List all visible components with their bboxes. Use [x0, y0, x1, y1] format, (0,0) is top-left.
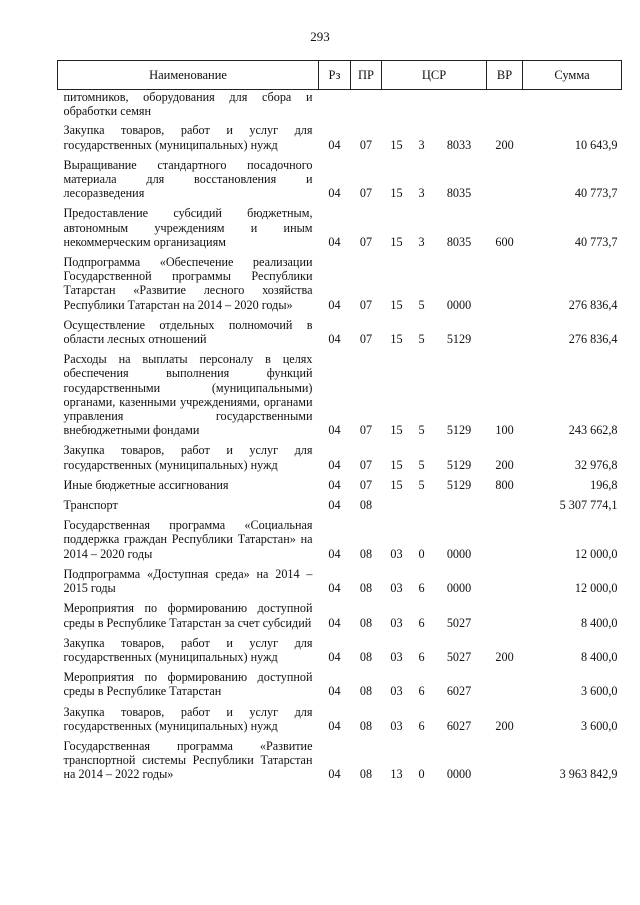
- row-vr: 200: [495, 649, 514, 664]
- row-csr-code: 5027: [446, 649, 472, 664]
- row-vr: [487, 739, 523, 788]
- row-csr-subprogram: 3: [418, 234, 425, 249]
- row-rz: [319, 90, 351, 124]
- row-csr-program: 03: [390, 718, 403, 733]
- row-rz: 04: [328, 137, 341, 152]
- row-csr-code: 5129: [446, 332, 472, 347]
- row-name: Государственная программа «Социальная поддержка граждан Республики Татарстан» на 2014 – 2020 годы: [63, 518, 313, 561]
- row-rz: 04: [328, 332, 341, 347]
- row-vr: 200: [495, 137, 514, 152]
- row-name: Мероприятия по формированию доступной среды в Республике Татарстан за счет субсидий: [63, 601, 313, 630]
- row-csr-subprogram: 3: [418, 186, 425, 201]
- row-rz: 04: [328, 457, 341, 472]
- row-csr-subprogram: 0: [418, 546, 425, 561]
- row-sum: [523, 90, 622, 124]
- row-csr-subprogram: 6: [418, 649, 425, 664]
- row-pr: 08: [359, 767, 373, 782]
- row-sum: 276 836,4: [568, 297, 618, 312]
- row-pr: 08: [359, 649, 373, 664]
- row-sum: 3 600,0: [580, 718, 618, 733]
- row-csr-program: [382, 90, 412, 124]
- row-vr: [487, 498, 523, 518]
- row-csr-subprogram: [412, 90, 432, 124]
- row-name: Выращивание стандартного посадочного материала для восстановления и лесоразведения: [63, 157, 313, 201]
- row-csr-code: 5129: [446, 457, 472, 472]
- row-vr: [487, 90, 523, 124]
- table-row: [58, 255, 622, 318]
- row-pr: 07: [359, 186, 373, 201]
- row-csr-subprogram: 5: [418, 457, 425, 472]
- row-sum: 12 000,0: [574, 546, 618, 561]
- row-csr-code: 6027: [446, 684, 472, 699]
- row-vr: 600: [495, 234, 514, 249]
- row-name: Иные бюджетные ассигнования: [63, 477, 229, 492]
- row-vr: 200: [495, 718, 514, 733]
- table-row: [58, 206, 622, 255]
- row-pr: 08: [359, 581, 373, 596]
- row-rz: 04: [328, 297, 341, 312]
- row-name: Осуществление отдельных полномочий в области лесных отношений: [63, 317, 313, 347]
- row-rz: 04: [328, 718, 341, 733]
- row-sum: 3 963 842,9: [559, 767, 618, 782]
- row-rz: 04: [328, 234, 341, 249]
- row-csr-code: [432, 90, 487, 124]
- row-vr: 800: [495, 477, 514, 492]
- row-name: Транспорт: [63, 498, 118, 513]
- row-name: Мероприятия по формированию доступной среды в Республике Татарстан: [63, 670, 313, 699]
- table-row: [58, 636, 622, 670]
- row-sum: 10 643,9: [574, 137, 618, 152]
- row-pr: 08: [359, 615, 373, 630]
- row-rz: 04: [328, 477, 341, 492]
- row-name: Закупка товаров, работ и услуг для государственных (муниципальных) нужд: [63, 443, 313, 472]
- row-pr: 08: [359, 718, 373, 733]
- table-row: [58, 90, 622, 124]
- table-row: [58, 318, 622, 352]
- row-name: питомников, оборудования для сбора и обработки семян: [63, 90, 313, 119]
- row-name: Расходы на выплаты персоналу в целях обеспечения выполнения функций государственными (муниципальными) органами, казенными учреждениями, органами управления государственными внебюджетными фондами: [63, 352, 313, 438]
- row-vr: [487, 255, 523, 318]
- row-rz: 04: [328, 615, 341, 630]
- row-csr-code: 8033: [446, 137, 472, 152]
- table-row: [58, 670, 622, 704]
- table-row: [58, 705, 622, 739]
- row-csr-subprogram: 6: [418, 581, 425, 596]
- row-pr: 07: [359, 137, 373, 152]
- row-name: Государственная программа «Развитие транспортной системы Республики Татарстан на 2014 – 2022 годы»: [63, 738, 313, 782]
- table-header: [58, 61, 622, 90]
- row-pr: 08: [359, 684, 373, 699]
- header-name: Наименование: [58, 61, 319, 90]
- page-number: 293: [310, 29, 330, 44]
- row-csr-program: 15: [390, 234, 403, 249]
- row-csr-subprogram: 6: [418, 718, 425, 733]
- row-csr-code: 5129: [446, 477, 472, 492]
- row-csr-program: 15: [390, 423, 403, 438]
- row-csr-code: [432, 498, 487, 518]
- table-row: [58, 739, 622, 788]
- row-csr-code: 8035: [446, 186, 472, 201]
- row-vr: [487, 158, 523, 207]
- row-csr-code: 0000: [446, 581, 472, 596]
- header-vr: ВР: [487, 61, 523, 90]
- row-csr-program: 15: [390, 332, 403, 347]
- table-row: [58, 567, 622, 601]
- row-vr: [487, 318, 523, 352]
- row-csr-program: 03: [390, 581, 403, 596]
- row-name: Закупка товаров, работ и услуг для государственных (муниципальных) нужд: [63, 123, 313, 152]
- row-pr: 07: [359, 332, 373, 347]
- row-rz: 04: [328, 767, 341, 782]
- row-csr-subprogram: 0: [418, 767, 425, 782]
- row-pr: 07: [359, 297, 373, 312]
- row-sum: 3 600,0: [580, 684, 618, 699]
- row-sum: 8 400,0: [580, 615, 618, 630]
- row-csr-subprogram: 3: [418, 137, 425, 152]
- row-csr-subprogram: 5: [418, 423, 425, 438]
- row-vr: [487, 670, 523, 704]
- row-sum: 8 400,0: [580, 649, 618, 664]
- row-sum: 196,8: [590, 477, 618, 492]
- row-vr: [487, 601, 523, 635]
- header-rz: Рз: [319, 61, 351, 90]
- header-csr: ЦСР: [382, 61, 487, 90]
- row-csr-program: 03: [390, 615, 403, 630]
- row-csr-subprogram: 5: [418, 477, 425, 492]
- table-row: [58, 498, 622, 518]
- row-csr-subprogram: 6: [418, 615, 425, 630]
- row-name: Закупка товаров, работ и услуг для государственных (муниципальных) нужд: [63, 704, 313, 733]
- row-csr-code: 0000: [446, 767, 472, 782]
- row-csr-program: 15: [390, 137, 403, 152]
- row-pr: 07: [359, 234, 373, 249]
- row-name: Подпрограмма «Доступная среда» на 2014 – 2015 годы: [63, 566, 313, 596]
- row-pr: 08: [359, 546, 373, 561]
- row-csr-program: 15: [390, 477, 403, 492]
- table-row: [58, 123, 622, 157]
- table-row: [58, 158, 622, 207]
- row-sum: 40 773,7: [574, 234, 618, 249]
- table-row: [58, 518, 622, 567]
- row-vr: 100: [495, 423, 514, 438]
- row-sum: 12 000,0: [574, 581, 618, 596]
- row-csr-program: 15: [390, 457, 403, 472]
- row-name: Подпрограмма «Обеспечение реализации Государственной программы Республики Татарстан «Развитие лесного хозяйства Республики Татарстан на 2014 – 2020 годы»: [63, 255, 313, 312]
- row-rz: 04: [328, 581, 341, 596]
- row-csr-program: [382, 498, 412, 518]
- row-csr-program: 03: [390, 684, 403, 699]
- table-row: [58, 443, 622, 477]
- row-csr-subprogram: 5: [418, 297, 425, 312]
- row-rz: 04: [328, 186, 341, 201]
- row-sum: 32 976,8: [574, 457, 618, 472]
- row-pr: 07: [359, 477, 373, 492]
- row-vr: 200: [495, 457, 514, 472]
- row-csr-code: 5129: [446, 423, 472, 438]
- row-csr-code: 0000: [446, 297, 472, 312]
- row-csr-program: 13: [390, 767, 403, 782]
- budget-table: [57, 60, 622, 788]
- table-body: [58, 90, 622, 788]
- row-rz: 04: [328, 423, 341, 438]
- row-rz: 04: [328, 649, 341, 664]
- row-sum: 276 836,4: [568, 332, 618, 347]
- row-csr-program: 03: [390, 546, 403, 561]
- table-row: [58, 478, 622, 498]
- row-sum: 40 773,7: [574, 186, 618, 201]
- row-pr: 08: [359, 498, 373, 513]
- row-csr-subprogram: 5: [418, 332, 425, 347]
- row-rz: 04: [328, 498, 341, 513]
- row-csr-program: 15: [390, 186, 403, 201]
- row-csr-code: 6027: [446, 718, 472, 733]
- table-row: [58, 352, 622, 443]
- row-csr-subprogram: [412, 498, 432, 518]
- row-csr-subprogram: 6: [418, 684, 425, 699]
- row-pr: [351, 90, 382, 124]
- row-rz: 04: [328, 684, 341, 699]
- row-name: Закупка товаров, работ и услуг для государственных (муниципальных) нужд: [63, 635, 313, 664]
- row-csr-program: 15: [390, 297, 403, 312]
- row-rz: 04: [328, 546, 341, 561]
- row-sum: 5 307 774,1: [559, 498, 618, 513]
- row-csr-code: 0000: [446, 546, 472, 561]
- row-name: Предоставление субсидий бюджетным, автономным учреждениям и иным некоммерческим организациям: [63, 206, 313, 249]
- row-vr: [487, 518, 523, 567]
- header-sum: Сумма: [523, 61, 622, 90]
- header-pr: ПР: [351, 61, 382, 90]
- row-pr: 07: [359, 423, 373, 438]
- row-csr-program: 03: [390, 649, 403, 664]
- row-sum: 243 662,8: [568, 423, 618, 438]
- row-csr-code: 8035: [446, 234, 472, 249]
- row-csr-code: 5027: [446, 615, 472, 630]
- row-vr: [487, 567, 523, 601]
- table-row: [58, 601, 622, 635]
- row-pr: 07: [359, 457, 373, 472]
